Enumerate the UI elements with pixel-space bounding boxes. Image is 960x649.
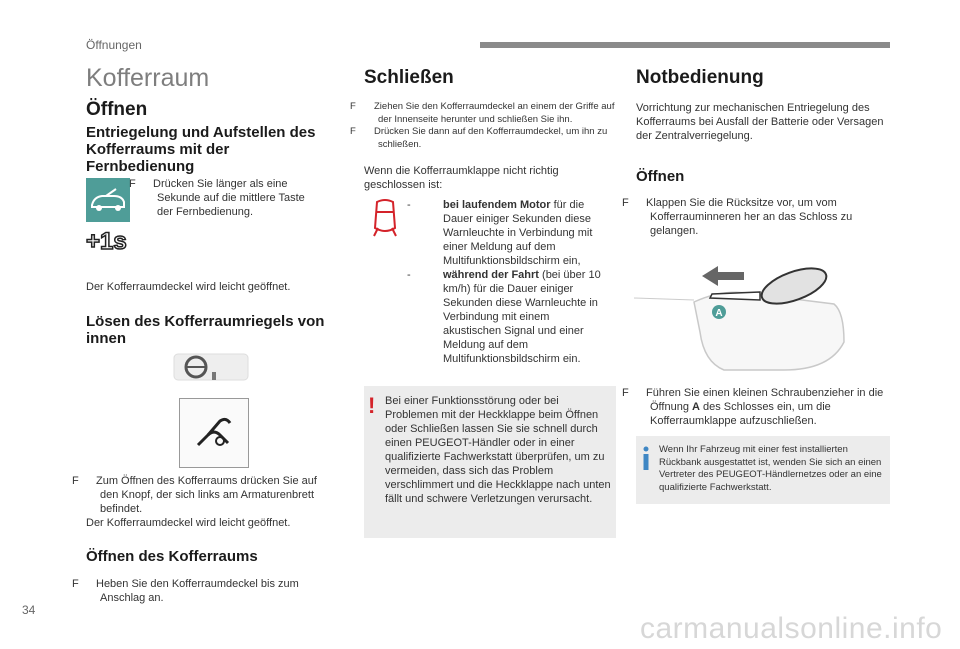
release-step: F Zum Öffnen des Kofferraums drücken Sie auf den Knopf, der sich links am Armaturenbrett befindet. Der Kofferraumdeckel wird leicht geöffnet.	[86, 474, 336, 530]
emergency-step2: F Führen Sie einen kleinen Schraubenzieher in die Öffnung A des Schlosses ein, um die Kofferraumklappe aufzuschließen.	[622, 387, 884, 427]
close-steps: F Ziehen Sie den Kofferraumdeckel an einem der Griffe auf der Innenseite herunter und schließen Sie ihn. F Drücken Sie dann auf den Kofferraumdeckel, um ihn zu schließen.	[350, 101, 615, 150]
info-text: Wenn Ihr Fahrzeug mit einer fest installierten Rückbank ausgestattet ist, wenden Sie sich an einen Vertreter des PEUGEOT-Händlernetzes oder an eine qualifizierte Fachwerkstatt.	[659, 444, 882, 493]
dashboard-steering-figure	[172, 352, 250, 386]
section-header: Öffnungen	[86, 38, 142, 52]
info-icon	[642, 446, 650, 470]
hold-one-second-badge: +1s	[86, 228, 127, 255]
heading-close: Schließen	[364, 67, 454, 88]
heading-emergency: Notbedienung	[636, 67, 764, 88]
heading-open: Öffnen	[86, 99, 148, 120]
heading-opening: Öffnen des Kofferraums	[86, 548, 258, 565]
remote-result: Der Kofferraumdeckel wird leicht geöffnet.	[86, 281, 291, 293]
car-trunk-remote-icon	[86, 178, 130, 222]
warning-exclamation-icon: !	[368, 393, 376, 418]
opening-step: F Heben Sie den Kofferraumdeckel bis zum Anschlag an.	[72, 578, 299, 604]
close-intro: Wenn die Kofferraumklappe nicht richtig geschlossen ist:	[364, 165, 559, 191]
watermark: carmanualsonline.info	[640, 612, 943, 645]
figure-label-a: A	[715, 308, 723, 319]
trunk-release-button-icon	[179, 398, 249, 468]
page-title: Kofferraum	[86, 64, 210, 92]
release-result: Der Kofferraumdeckel wird leicht geöffnet.	[86, 517, 291, 529]
heading-emergency-open: Öffnen	[636, 168, 685, 185]
page-number: 34	[22, 603, 36, 617]
screwdriver-lock-figure	[634, 252, 890, 376]
emergency-intro: Vorrichtung zur mechanischen Entriegelung des Kofferraums bei Ausfall der Batterie oder Versagen der Zentralverriegelung.	[636, 102, 884, 142]
warning-text: Bei einer Funktionsstörung oder bei Problemen mit der Heckklappe beim Öffnen oder Schließen lassen Sie sie schnell durch einen PEUGEOT-Händler oder in einer qualifizierte Fachwerkstatt überprüfen, um zu vermeiden, dass sich das Problem verschlimmert und die Heckklappe nach unten fällt und schwere Verletzungen verursacht.	[385, 395, 611, 505]
heading-release: Lösen des Kofferraumriegels von innen	[86, 313, 325, 347]
close-conditions: - bei laufendem Motor für die Dauer einiger Sekunden diese Warnleuchte in Verbindung mit einer Meldung auf dem Multifunktionsbildschirm ein, - während der Fahrt (bei über 10 km/h) für die Dauer einiger Sekunden diese Warnleuchte in Verbindung mit einem akustischen Signal und einer Meldung auf dem Multifunktionsbildschirm ein.	[407, 199, 601, 365]
header-bar	[480, 42, 890, 48]
emergency-step1: F Klappen Sie die Rücksitze vor, um vom Kofferrauminneren her an das Schloss zu gelangen.	[622, 197, 853, 237]
heading-remote: Entriegelung und Aufstellen des Kofferraums mit der Fernbedienung	[86, 124, 316, 175]
trunk-open-warning-icon	[368, 198, 402, 238]
remote-step: F Drücken Sie länger als eine Sekunde auf die mittlere Taste der Fernbedienung.	[129, 178, 305, 218]
